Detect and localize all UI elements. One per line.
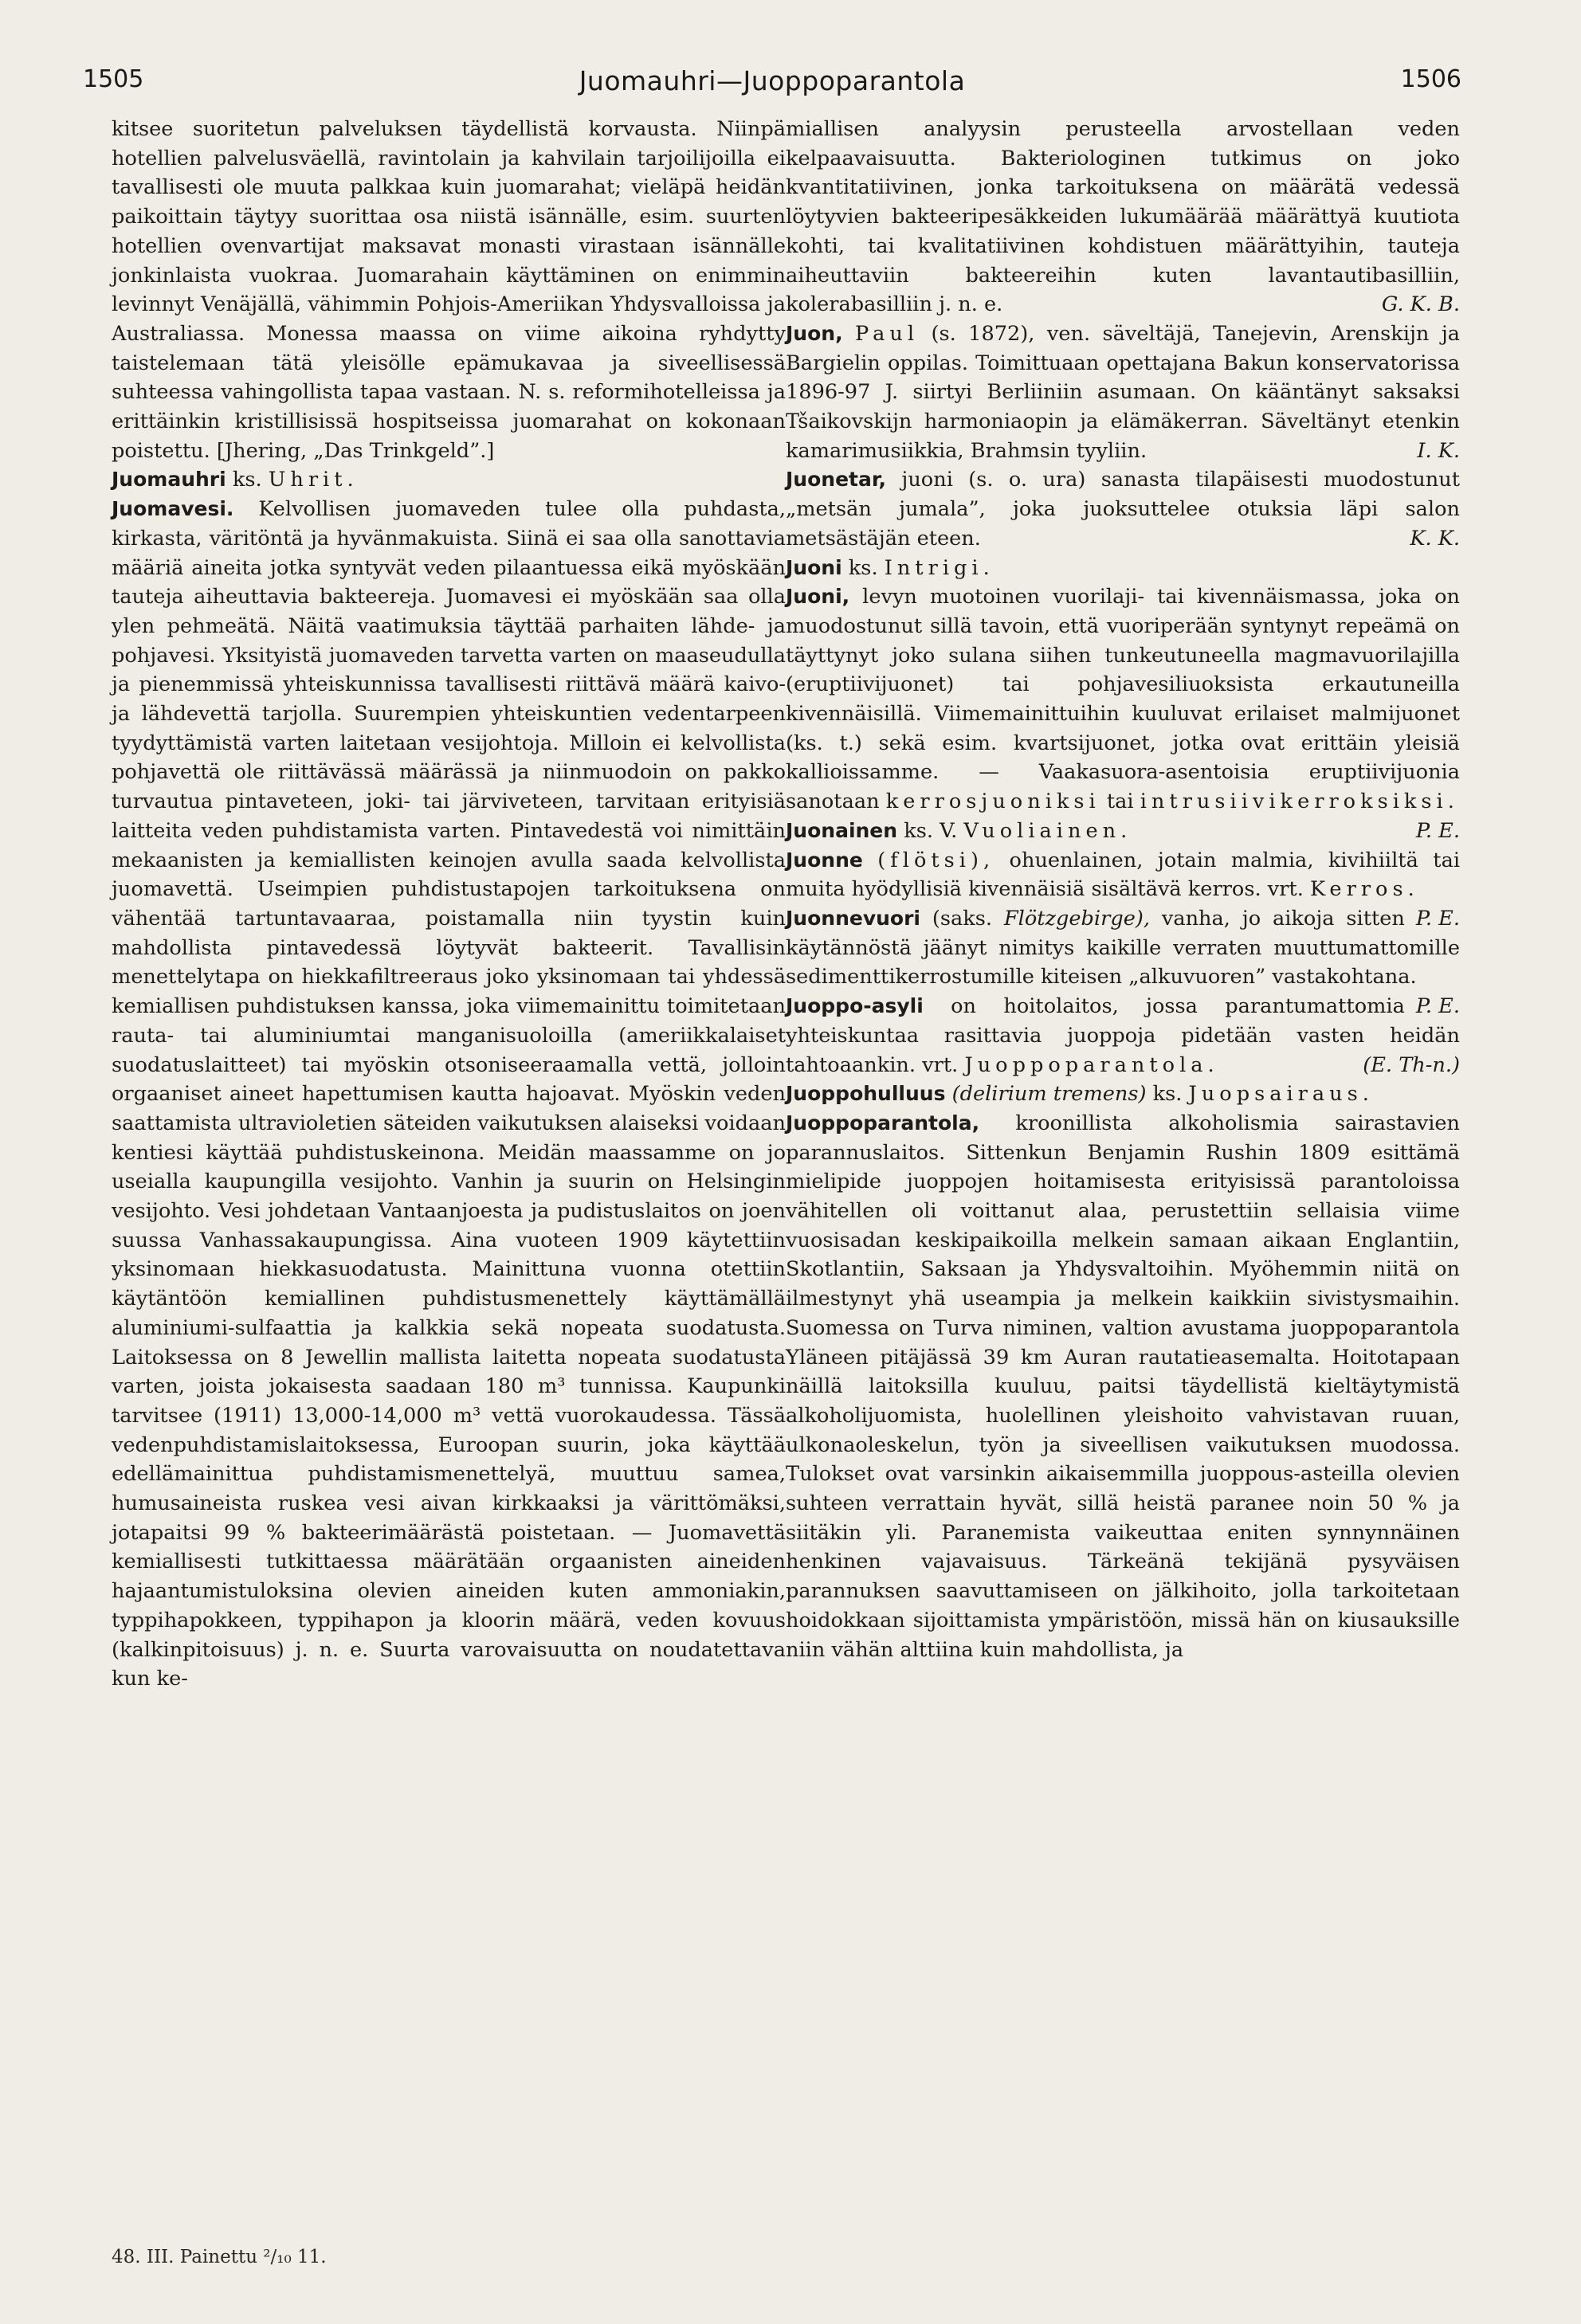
entry-juonne: Juonne (flötsi), ohuenlainen, jotain malmia, kivihiiltä tai muita hyödyllisiä kivennäisiä sisältävä kerros. vrt. Kerros. P. E. [786,846,1460,904]
cross-reference: Intrigi. [884,555,994,580]
entry-text: Kelvollisen juomaveden tulee olla puhdasta, kirkasta, väritöntä ja hyvänmakuista. Siinä ei saa olla sanottavia määriä aineita jotka syntyvät veden pilaantuessa eikä myöskään tauteja aiheuttavia bakteereja. Juomavesi ei myöskään saa olla ylen pehmeätä. Näitä vaatimuksia täyttää parhaiten lähde- ja pohjavesi. Yksityistä juomaveden tarvetta varten on maaseudulla ja pienemmissä yhteiskunnissa tavallisesti riittävä määrä kaivo- ja lähdevettä tarjolla. Suurempien yhteiskuntien vedentarpeen tyydyttämistä varten laitetaan vesijohtoja. Milloin ei kelvollista pohjavettä ole riittävässä määrässä ja niinmuodoin on pakko turvautua pintaveteen, joki- tai järviveteen, tarvitaan erityisiä laitteita veden puhdistamista varten. Pintavedestä voi nimittäin mekaanisten ja kemiallisten keinojen avulla saada kelvollista juomavettä. Useimpien puhdistustapojen tarkoituksena on vähentää tartuntavaaraa, poistamalla niin tyystin kuin mahdollista pintavedessä löytyvät bakteerit. Tavallisin menettelytapa on hiekkafiltreeraus joko yksinomaan tai yhdessä kemiallisen puhdistuksen kanssa, joka viimemainittu toimitetaan rauta- tai aluminiumtai manganisuoloilla (ameriikkalaiset suodatuslaitteet) tai myöskin otsoniseeraamalla vettä, jolloin orgaaniset aineet hapettumisen kautta hajoavat. Myöskin veden saattamista ultravioletien säteiden vaikutuksen alaiseksi voidaan kentiesi käyttää puhdistuskeinona. Meidän maassamme on jo useialla kaupungilla vesijohto. Vanhin ja suurin on Helsingin vesijohto. Vesi johdetaan Vantaanjoesta ja pudistuslaitos on joen suussa Vanhassakaupungissa. Aina vuoteen 1909 käytettiin yksinomaan hiekkasuodatusta. Mainittuna vuonna otettiin käytäntöön kemiallinen puhdistusmenettely käyttämällä aluminiumi-sulfaattia ja kalkkia sekä nopeata suodatusta. Laitoksessa on 8 Jewellin mallista laitetta nopeata suodatusta varten, joista jokaisesta saadaan 180 m³ tunnissa. Kaupunki tarvitsee (1911) 13,000-14,000 m³ vettä vuorokaudessa. Tässä vedenpuhdistamislaitoksessa, Euroopan suurin, joka käyttää edellämainittua puhdistamismenettelyä, muuttuu samea, humusaineista ruskea vesi aivan kirkkaaksi ja värittömäksi, jotapaitsi 99 % bakteerimäärästä poistetaan. — Juomavettä kemiallisesti tutkittaessa määrätään orgaanisten aineiden hajaantumistuloksina olevien aineiden kuten ammoniakin, typpihapokkeen, typpihapon ja kloorin määrä, veden kovuus (kalkinpitoisuus) j. n. e. Suurta varovaisuutta on noudatettava kun ke- [112,497,787,1691]
headword: Juon, [786,321,843,345]
entry-juonnevuori: Juonnevuori (saks. Flötzgebirge), vanha, jo aikoja sitten käytännöstä jäänyt nimitys kaikille verraten muuttumattomille sedimenttikerrostumille kiteisen „alkuvuoren” vastakohtana. P. E. [786,904,1460,992]
page-number-right: 1506 [1400,65,1461,93]
left-column [112,115,786,1694]
headword: Juonne [786,848,863,872]
author-signature: P. E. [1415,818,1460,843]
entry-juoppohulluus: Juoppohulluus (delirium tremens) ks. Juopsairaus. [786,1082,1374,1107]
author-signature: I. K. [1417,438,1460,463]
author-signature: P. E. [1415,994,1460,1019]
entry-juomavesi [112,495,786,1694]
running-head: Juomauhri—Juoppoparantola [579,65,966,96]
headword: Juoppoparantola, [786,1111,980,1135]
entry-juoppo-asyli: Juoppo-asyli on hoitolaitos, jossa parantumattomia yhteiskuntaa rasittavia juoppoja pidetään vasten heidän tahtoaankin. vrt. Juoppoparantola. (E. Th-n.) [786,992,1460,1080]
headword: Juonetar, [786,468,887,492]
headword: Juoni [786,555,842,579]
cross-reference: Vuoliainen. [963,818,1132,843]
entry-juon: Juon, Paul (s. 1872), ven. säveltäjä, Tanejevin, Arenskijn ja Bargielin oppilas. Toimittuaan opettajana Bakun konservatorissa 1896-97 J. siirtyi Berliiniin asumaan. On kääntänyt saksaksi Tšaikovskijn harmoniaopin ja elämäkerran. Säveltänyt etenkin kamarimusiikkia, Brahmsin tyyliin. I. K. [786,319,1460,466]
author-signature: P. E. [1415,906,1460,931]
right-column [786,115,1460,1664]
cross-reference: Uhrit. [268,468,359,492]
entry-juonainen: Juonainen ks. V. Vuoliainen. [786,818,1132,843]
entry-juoni: Juoni, levyn muotoinen vuorilaji- tai kivennäismassa, joka on muodostunut sillä tavoin, että vuoriperään syntynyt repeämä on täyttynyt joko sulana siihen tunkeutuneella magmavuorilajilla (eruptiivijuonet) tai pohjavesiliuoksista erkautuneilla kivennäisillä. Viimemainittuihin kuuluvat erilaiset malmijuonet (ks. t.) sekä esim. kvartsijuonet, jotka ovat erittäin yleisiä kallioissamme. — Vaakasuora-asentoisia eruptiivijuonia sanotaan kerrosjuoniksi tai intrusiivikerroksiksi. P. E. [786,582,1460,817]
entry-juonetar: Juonetar, juoni (s. o. ura) sanasta tilapäisesti muodostunut „metsän jumala”, joka juoksuttelee otuksia läpi salon metsästäjän eteen. K. K. [786,465,1460,553]
entry-juoni-ref: Juoni ks. Intrigi. [786,555,994,580]
headword: Juoppohulluus [786,1082,946,1106]
cross-reference: Juoppoparantola. [964,1052,1219,1077]
author-signature: G. K. B. [1381,292,1460,317]
entry-juomavesi-continuation: miallisen analyysin perusteella arvostellaan veden kelpaavaisuutta. Bakteriologinen tutkimus on joko kvantitatiivinen, jonka tarkoituksena on määrätä vedessä löytyvien bakteeripesäkkeiden lukumäärää määrättyä kuutiota kohti, tai kvalitatiivinen kohdistuen määrättyihin, tauteja aiheuttaviin bakteereihin kuten lavantautibasilliin, kolerabasilliin j. n. e. G. K. B. [786,115,1460,319]
printer-signature: 48. III. Painettu ²/₁₀ 11. [112,2247,327,2267]
headword: Juoppo-asyli [786,994,924,1018]
cross-reference: Juopsairaus. [1188,1082,1374,1107]
headword: Juoni, [786,585,850,609]
headword: Juonainen [786,818,898,842]
entry-continuation: kitsee suoritetun palveluksen täydellistä korvausta. Niinpä hotellien palvelusväellä, ravintolain ja kahvilain tarjoilijoilla ei tavallisesti ole muuta palkkaa kuin juomarahat; vieläpä heidän paikoittain täytyy suorittaa osa niistä isännälle, esim. suurten hotellien ovenvartijat maksavat monasti virastaan isännälle jonkinlaista vuokraa. Juomarahain käyttäminen on enimmin levinnyt Venäjällä, vähimmin Pohjois-Ameriikan Yhdysvalloissa ja Australiassa. Monessa maassa on viime aikoina ryhdytty taistelemaan tätä yleisölle epämukavaa ja siveellisessä suhteessa vahingollista tapaa vastaan. N. s. reformihotelleissa ja erittäinkin kristillisissä hospitseissa juomarahat on kokonaan poistettu. [Jhering, „Das Trinkgeld”.] [112,117,786,463]
page-number-left: 1505 [83,65,144,93]
cross-reference: Kerros. [1310,877,1419,902]
entry-juoppoparantola: Juoppoparantola, kroonillista alkoholismia sairastavien parannuslaitos. Sittenkun Benjamin Rushin 1809 esittämä mielipide juoppojen hoitamisesta erityisissä parantoloissa vähitellen oli voittanut alaa, perustettiin sellaisia viime vuosisadan keskipaikoilla melkein samaan aikaan Englantiin, Skotlantiin, Saksaan ja Yhdysvaltoihin. Myöhemmin niitä on ilmestynyt yhä useampia ja melkein kaikkiin sivistysmaihin. Suomessa on Turva niminen, valtion avustama juoppoparantola Yläneen pitäjässä 39 km Auran rautatieasemalta. Hoitotapaan näillä laitoksilla kuuluu, paitsi täydellistä kieltäytymistä alkoholijuomista, huolellinen yleishoito vahvistavan ruuan, ulkonaoleskelun, työn ja siveellisen vaikutuksen muodossa. Tulokset ovat varsinkin aikaisemmilla juoppous-asteilla olevien suhteen verrattain hyvät, sillä heistä paranee noin 50 % ja siitäkin yli. Paranemista vaikeuttaa eniten synnynnäinen henkinen vajavaisuus. Tärkeänä tekijänä pysyväisen parannuksen saavuttamiseen on jälkihoito, jolla tarkoitetaan hoidokkaan sijoittamista ympäristöön, missä hän on kiusauksille niin vähän alttiina kuin mahdollista, ja [786,1111,1461,1662]
page-header [83,65,1461,105]
author-signature: (E. Th-n.) [1363,1052,1460,1077]
author-signature: K. K. [1410,526,1460,551]
headword: Juomavesi. [112,497,234,521]
headword: Juonnevuori [786,906,920,930]
headword: Juomauhri [112,468,226,492]
entry-juomauhri: Juomauhri ks. Uhrit. [112,468,359,492]
